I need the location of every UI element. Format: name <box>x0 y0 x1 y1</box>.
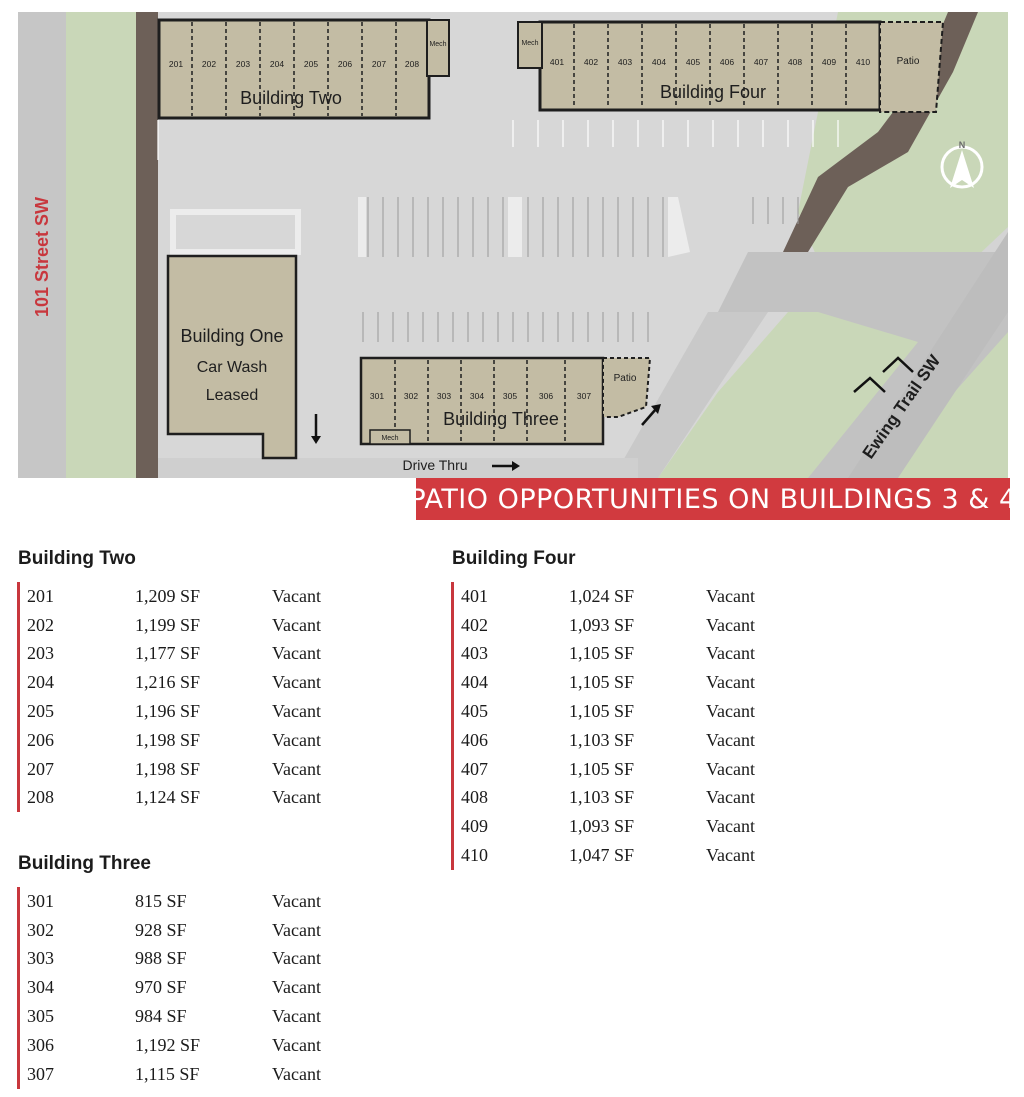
unit-406-label: 406 <box>719 57 735 67</box>
unit-size: 1,024 SF <box>569 585 635 606</box>
table-row <box>461 841 806 870</box>
table-row <box>461 640 806 669</box>
unit-number: 304 <box>27 977 54 998</box>
unit-number: 407 <box>461 758 488 779</box>
table-row <box>461 668 806 697</box>
unit-status: Vacant <box>272 977 321 998</box>
table-row <box>27 1060 372 1089</box>
unit-size: 815 SF <box>135 890 187 911</box>
unit-number: 203 <box>27 643 54 664</box>
unit-size: 1,093 SF <box>569 614 635 635</box>
unit-number: 403 <box>461 643 488 664</box>
building-three-patio-label: Patio <box>613 373 637 384</box>
unit-number: 205 <box>27 701 54 722</box>
unit-status: Vacant <box>272 701 321 722</box>
unit-size: 1,198 SF <box>135 758 201 779</box>
table-row <box>27 784 372 813</box>
unit-size: 988 SF <box>135 948 187 969</box>
table-row <box>461 697 806 726</box>
building-two-title: Building Two <box>18 548 136 569</box>
unit-status: Vacant <box>706 614 755 635</box>
unit-status: Vacant <box>706 816 755 837</box>
unit-401-label: 401 <box>549 57 565 67</box>
unit-number: 408 <box>461 787 488 808</box>
unit-size: 1,199 SF <box>135 614 201 635</box>
building-four-unit-list <box>451 582 806 870</box>
unit-407-label: 407 <box>753 57 769 67</box>
unit-status: Vacant <box>706 643 755 664</box>
unit-status: Vacant <box>272 1034 321 1055</box>
unit-status: Vacant <box>272 758 321 779</box>
unit-number: 402 <box>461 614 488 635</box>
unit-408-label: 408 <box>787 57 803 67</box>
building-two-unit-list <box>17 582 372 812</box>
unit-303-label: 303 <box>436 391 452 401</box>
unit-number: 409 <box>461 816 488 837</box>
table-row <box>461 755 806 784</box>
table-row <box>27 1002 372 1031</box>
unit-405-label: 405 <box>685 57 701 67</box>
unit-status: Vacant <box>272 787 321 808</box>
unit-206-label: 206 <box>337 59 353 69</box>
unit-number: 307 <box>27 1063 54 1084</box>
unit-410-label: 410 <box>855 57 871 67</box>
unit-number: 406 <box>461 729 488 750</box>
unit-208-label: 208 <box>404 59 420 69</box>
table-row <box>27 755 372 784</box>
unit-status: Vacant <box>706 729 755 750</box>
table-row <box>461 611 806 640</box>
unit-size: 1,196 SF <box>135 701 201 722</box>
unit-size: 928 SF <box>135 919 187 940</box>
unit-size: 1,093 SF <box>569 816 635 837</box>
unit-number: 305 <box>27 1006 54 1027</box>
unit-205-label: 205 <box>303 59 319 69</box>
table-row <box>27 640 372 669</box>
building-three-label: Building Three <box>443 409 559 429</box>
unit-number: 401 <box>461 585 488 606</box>
unit-number: 201 <box>27 585 54 606</box>
unit-number: 302 <box>27 919 54 940</box>
unit-status: Vacant <box>272 1006 321 1027</box>
building-two-mech-label: Mech <box>429 41 447 48</box>
unit-number: 404 <box>461 672 488 693</box>
building-three-mech-label: Mech <box>381 435 399 442</box>
unit-302-label: 302 <box>403 391 419 401</box>
unit-number: 301 <box>27 890 54 911</box>
unit-status: Vacant <box>272 890 321 911</box>
unit-305-label: 305 <box>502 391 518 401</box>
unit-301-label: 301 <box>369 391 385 401</box>
unit-203-label: 203 <box>235 59 251 69</box>
unit-size: 1,209 SF <box>135 585 201 606</box>
building-four-title: Building Four <box>452 548 576 569</box>
unit-status: Vacant <box>272 729 321 750</box>
building-one-label: Building One <box>180 326 284 346</box>
unit-size: 1,047 SF <box>569 845 635 866</box>
unit-number: 207 <box>27 758 54 779</box>
unit-204-label: 204 <box>269 59 285 69</box>
unit-number: 206 <box>27 729 54 750</box>
unit-status: Vacant <box>272 1063 321 1084</box>
unit-307-label: 307 <box>576 391 592 401</box>
unit-number: 405 <box>461 701 488 722</box>
unit-number: 303 <box>27 948 54 969</box>
building-four-label: Building Four <box>659 82 767 102</box>
unit-201-label: 201 <box>168 59 184 69</box>
unit-size: 1,105 SF <box>569 643 635 664</box>
unit-status: Vacant <box>706 758 755 779</box>
unit-304-label: 304 <box>469 391 485 401</box>
unit-status: Vacant <box>272 672 321 693</box>
building-two-label: Building Two <box>240 88 342 108</box>
table-row <box>27 945 372 974</box>
building-one-line2: Car Wash <box>196 359 268 376</box>
unit-status: Vacant <box>706 585 755 606</box>
unit-status: Vacant <box>706 672 755 693</box>
street-right-label: Ewing Trail SW <box>858 351 945 463</box>
unit-size: 1,216 SF <box>135 672 201 693</box>
unit-size: 1,198 SF <box>135 729 201 750</box>
unit-size: 1,177 SF <box>135 643 201 664</box>
unit-status: Vacant <box>706 787 755 808</box>
unit-status: Vacant <box>706 701 755 722</box>
patio-opportunities-banner: PATIO OPPORTUNITIES ON BUILDINGS 3 & 4 <box>416 478 1010 520</box>
table-row <box>27 611 372 640</box>
table-row <box>27 887 372 916</box>
unit-404-label: 404 <box>651 57 667 67</box>
unit-status: Vacant <box>272 585 321 606</box>
unit-number: 202 <box>27 614 54 635</box>
unit-size: 970 SF <box>135 977 187 998</box>
unit-size: 1,103 SF <box>569 729 635 750</box>
table-row <box>27 916 372 945</box>
table-row <box>461 812 806 841</box>
street-left-label: 101 Street SW <box>32 196 52 318</box>
table-row <box>27 582 372 611</box>
table-row <box>27 973 372 1002</box>
unit-number: 204 <box>27 672 54 693</box>
building-three-unit-list <box>17 887 372 1089</box>
drive-thru-label: Drive Thru <box>402 457 468 473</box>
table-row <box>27 1031 372 1060</box>
unit-number: 410 <box>461 845 488 866</box>
building-three-title: Building Three <box>18 853 151 874</box>
unit-size: 1,105 SF <box>569 701 635 722</box>
unit-size: 1,103 SF <box>569 787 635 808</box>
unit-409-label: 409 <box>821 57 837 67</box>
unit-number: 306 <box>27 1034 54 1055</box>
unit-status: Vacant <box>272 948 321 969</box>
building-one-line3: Leased <box>205 387 259 404</box>
building-four-mech-label: Mech <box>521 40 539 47</box>
unit-403-label: 403 <box>617 57 633 67</box>
table-row <box>461 726 806 755</box>
unit-size: 1,192 SF <box>135 1034 201 1055</box>
unit-status: Vacant <box>272 919 321 940</box>
building-four-patio-label: Patio <box>896 56 920 67</box>
table-row <box>461 582 806 611</box>
unit-306-label: 306 <box>538 391 554 401</box>
table-row <box>27 697 372 726</box>
table-row <box>27 726 372 755</box>
north-label: N <box>958 140 966 150</box>
unit-status: Vacant <box>272 643 321 664</box>
unit-number: 208 <box>27 787 54 808</box>
site-plan-map <box>18 12 1008 478</box>
table-row <box>27 668 372 697</box>
unit-size: 1,105 SF <box>569 672 635 693</box>
unit-status: Vacant <box>706 845 755 866</box>
unit-status: Vacant <box>272 614 321 635</box>
unit-size: 1,105 SF <box>569 758 635 779</box>
unit-size: 1,124 SF <box>135 787 201 808</box>
unit-207-label: 207 <box>371 59 387 69</box>
unit-202-label: 202 <box>201 59 217 69</box>
table-row <box>461 784 806 813</box>
unit-size: 984 SF <box>135 1006 187 1027</box>
unit-402-label: 402 <box>583 57 599 67</box>
unit-size: 1,115 SF <box>135 1063 200 1084</box>
